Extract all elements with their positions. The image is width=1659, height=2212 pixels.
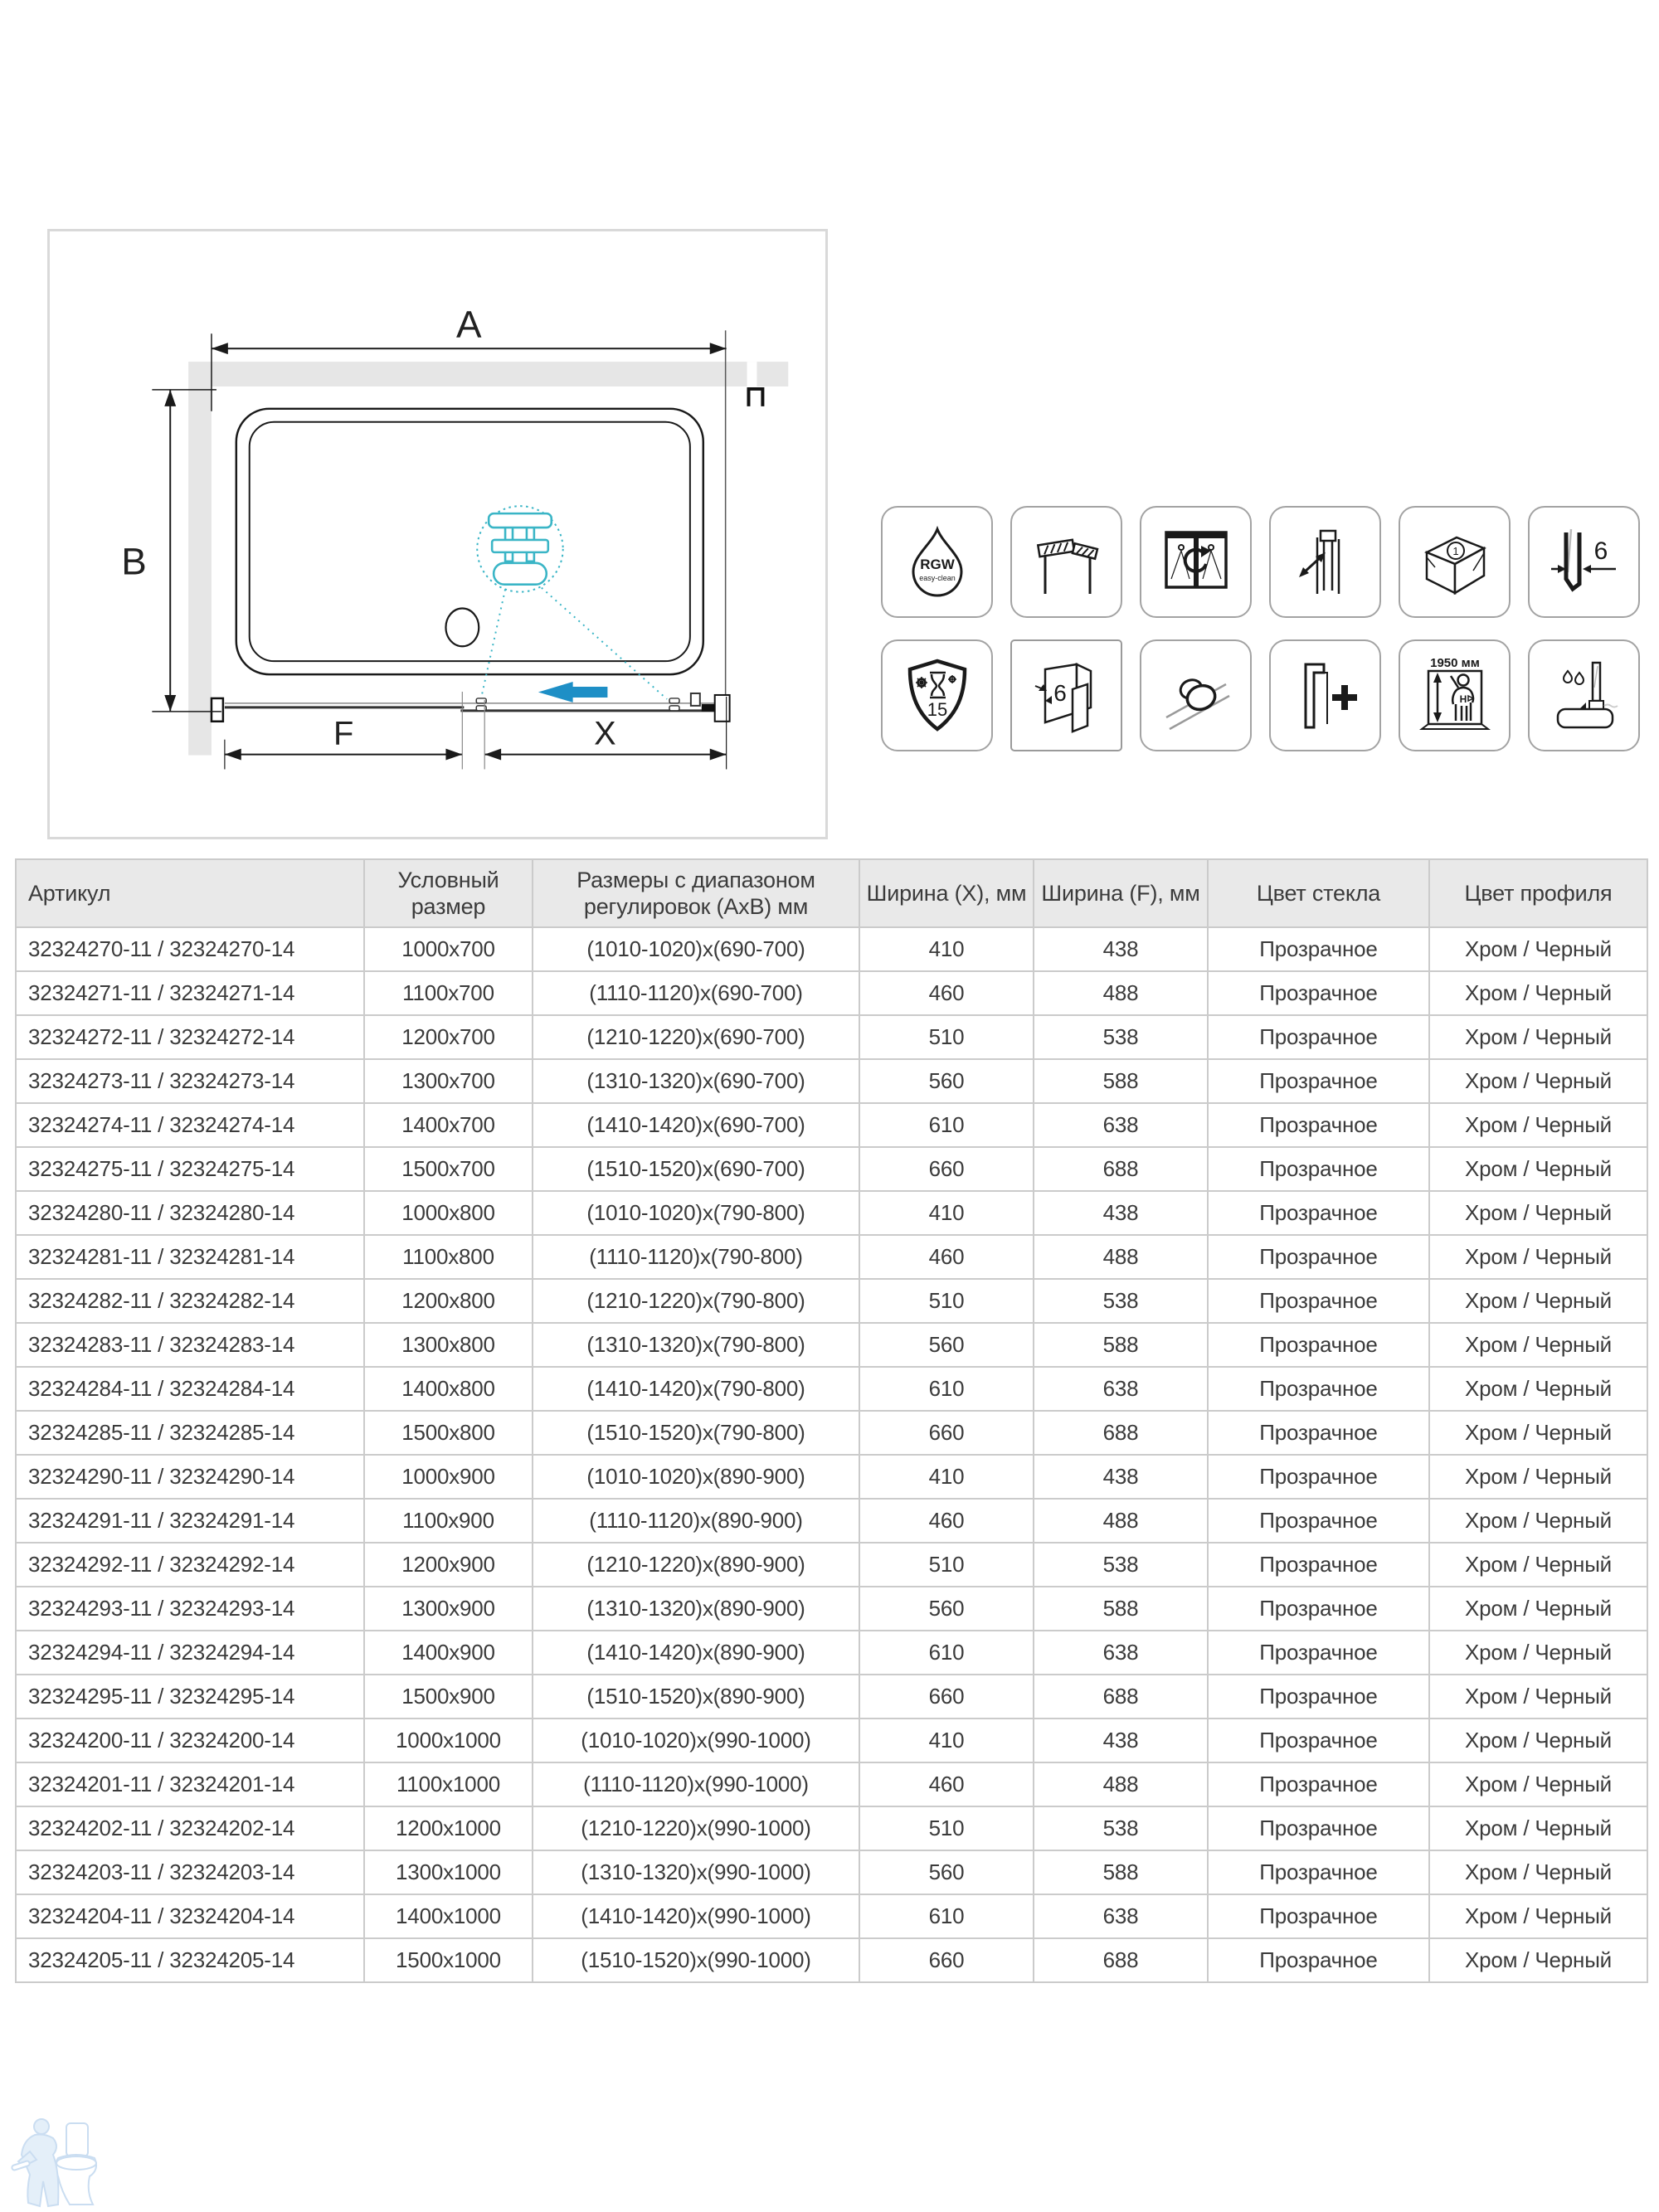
icon-cell-reversible — [1140, 506, 1252, 618]
cell-width_x: 660 — [859, 1147, 1034, 1191]
cell-width_f: 688 — [1034, 1147, 1208, 1191]
profile-extension-icon — [1284, 654, 1367, 737]
table-row — [16, 1235, 1647, 1279]
cell-range: (1510-1520)x(690-700) — [533, 1147, 859, 1191]
cell-range: (1010-1020)x(990-1000) — [533, 1719, 859, 1762]
icon-cell-height — [1399, 639, 1511, 751]
cell-width_x: 510 — [859, 1015, 1034, 1059]
dimension-b-label: B — [121, 540, 147, 583]
warranty-15-icon — [896, 654, 979, 737]
cell-glass: Прозрачное — [1208, 1719, 1429, 1762]
cell-article: 32324292-11 / 32324292-14 — [16, 1543, 364, 1587]
cell-size: 1000x700 — [364, 927, 533, 971]
cell-width_f: 488 — [1034, 971, 1208, 1015]
table-row — [16, 1894, 1647, 1938]
spec-table — [15, 858, 1648, 1983]
cell-article: 32324273-11 / 32324273-14 — [16, 1059, 364, 1103]
cell-width_x: 560 — [859, 1587, 1034, 1631]
cell-article: 32324275-11 / 32324275-14 — [16, 1147, 364, 1191]
table-row — [16, 971, 1647, 1015]
rgw-label: RGW — [919, 556, 955, 572]
cell-glass: Прозрачное — [1208, 927, 1429, 971]
table-row — [16, 1015, 1647, 1059]
cell-range: (1110-1120)x(790-800) — [533, 1235, 859, 1279]
cell-width_x: 410 — [859, 1191, 1034, 1235]
rail-end-bracket — [715, 695, 730, 722]
cell-range: (1410-1420)x(790-800) — [533, 1367, 859, 1411]
panel-thickness-value: 6 — [1053, 679, 1067, 706]
dimension-b-arrow-top — [164, 390, 176, 406]
door-end-cap — [702, 704, 715, 712]
cell-width_f: 488 — [1034, 1762, 1208, 1806]
cell-article: 32324201-11 / 32324201-14 — [16, 1762, 364, 1806]
cell-size: 1200x900 — [364, 1543, 533, 1587]
table-row — [16, 1806, 1647, 1850]
dimension-x-arrow-left — [484, 749, 501, 761]
feature-icons-grid — [881, 506, 1640, 751]
cell-article: 32324295-11 / 32324295-14 — [16, 1675, 364, 1719]
column-header-range: Размеры с диапазоном регулировок (АхВ) мм — [533, 859, 859, 927]
cell-glass: Прозрачное — [1208, 1191, 1429, 1235]
cell-glass: Прозрачное — [1208, 1103, 1429, 1147]
dimension-x-arrow-right — [710, 749, 727, 761]
table-row — [16, 1367, 1647, 1411]
cell-width_x: 560 — [859, 1323, 1034, 1367]
diagram-drawing — [50, 231, 825, 837]
cell-glass: Прозрачное — [1208, 1323, 1429, 1367]
cell-profile: Хром / Черный — [1429, 1279, 1647, 1323]
cell-range: (1010-1020)x(690-700) — [533, 927, 859, 971]
table-row — [16, 1279, 1647, 1323]
icon-cell-adjustable-profile — [1269, 506, 1381, 618]
cell-profile: Хром / Черный — [1429, 1191, 1647, 1235]
cell-size: 1200x700 — [364, 1015, 533, 1059]
cell-profile: Хром / Черный — [1429, 971, 1647, 1015]
cell-article: 32324200-11 / 32324200-14 — [16, 1719, 364, 1762]
cell-width_x: 510 — [859, 1279, 1034, 1323]
cell-profile: Хром / Черный — [1429, 1894, 1647, 1938]
cell-profile: Хром / Черный — [1429, 1103, 1647, 1147]
table-row — [16, 1631, 1647, 1675]
column-header-width-f: Ширина (F), мм — [1034, 859, 1208, 927]
table-row — [16, 1103, 1647, 1147]
spec-table-body — [16, 927, 1647, 1982]
cell-size: 1200x1000 — [364, 1806, 533, 1850]
cell-width_f: 438 — [1034, 1455, 1208, 1499]
cell-size: 1000x800 — [364, 1191, 533, 1235]
top-wall-gap — [747, 362, 757, 386]
warranty-years-label: 15 — [927, 698, 947, 720]
table-row — [16, 1191, 1647, 1235]
dimension-f-label: F — [333, 715, 354, 752]
cell-width_f: 638 — [1034, 1367, 1208, 1411]
cell-glass: Прозрачное — [1208, 971, 1429, 1015]
cell-range: (1210-1220)x(790-800) — [533, 1279, 859, 1323]
cell-article: 32324203-11 / 32324203-14 — [16, 1850, 364, 1894]
cell-profile: Хром / Черный — [1429, 1850, 1647, 1894]
cell-glass: Прозрачное — [1208, 1367, 1429, 1411]
cell-range: (1110-1120)x(690-700) — [533, 971, 859, 1015]
cell-width_f: 538 — [1034, 1279, 1208, 1323]
top-wall — [188, 362, 788, 386]
cell-range: (1510-1520)x(890-900) — [533, 1675, 859, 1719]
cell-glass: Прозрачное — [1208, 1235, 1429, 1279]
cell-glass: Прозрачное — [1208, 1762, 1429, 1806]
rgw-easy-clean-icon — [896, 521, 979, 604]
cell-range: (1210-1220)x(990-1000) — [533, 1806, 859, 1850]
cell-width_f: 538 — [1034, 1806, 1208, 1850]
wall-profile-top-right — [748, 389, 762, 406]
column-header-article: Артикул — [16, 859, 364, 927]
cell-range: (1110-1120)x(990-1000) — [533, 1762, 859, 1806]
cell-glass: Прозрачное — [1208, 1147, 1429, 1191]
cell-size: 1000x900 — [364, 1455, 533, 1499]
cell-article: 32324290-11 / 32324290-14 — [16, 1455, 364, 1499]
cell-size: 1100x800 — [364, 1235, 533, 1279]
cell-range: (1010-1020)x(890-900) — [533, 1455, 859, 1499]
cell-size: 1100x1000 — [364, 1762, 533, 1806]
plumber-watermark — [10, 2115, 130, 2212]
cell-profile: Хром / Черный — [1429, 1762, 1647, 1806]
table-row — [16, 1850, 1647, 1894]
cell-width_f: 588 — [1034, 1059, 1208, 1103]
cell-profile: Хром / Черный — [1429, 1675, 1647, 1719]
cell-width_f: 688 — [1034, 1675, 1208, 1719]
cell-glass: Прозрачное — [1208, 1499, 1429, 1543]
cell-width_x: 460 — [859, 1762, 1034, 1806]
cell-width_x: 510 — [859, 1806, 1034, 1850]
single-package-icon — [1413, 521, 1496, 604]
cell-profile: Хром / Черный — [1429, 1499, 1647, 1543]
adjustable-profile-icon — [1284, 521, 1367, 604]
cell-range: (1210-1220)x(890-900) — [533, 1543, 859, 1587]
cell-width_f: 638 — [1034, 1103, 1208, 1147]
cell-range: (1410-1420)x(890-900) — [533, 1631, 859, 1675]
table-row — [16, 1411, 1647, 1455]
cell-profile: Хром / Черный — [1429, 1587, 1647, 1631]
glass-thickness-value: 6 — [1593, 537, 1608, 565]
cell-article: 32324272-11 / 32324272-14 — [16, 1015, 364, 1059]
cell-profile: Хром / Черный — [1429, 927, 1647, 971]
ceiling-profile-icon — [1025, 521, 1108, 604]
cell-width_f: 488 — [1034, 1499, 1208, 1543]
dimension-a-arrow-left — [212, 343, 228, 354]
table-row — [16, 1455, 1647, 1499]
cell-width_x: 560 — [859, 1850, 1034, 1894]
plumber-watermark-drawing — [10, 2115, 130, 2208]
cell-article: 32324283-11 / 32324283-14 — [16, 1323, 364, 1367]
cell-width_f: 438 — [1034, 1719, 1208, 1762]
cell-width_f: 438 — [1034, 1191, 1208, 1235]
cell-profile: Хром / Черный — [1429, 1015, 1647, 1059]
cell-range: (1310-1320)x(990-1000) — [533, 1850, 859, 1894]
cell-profile: Хром / Черный — [1429, 1147, 1647, 1191]
cell-width_f: 588 — [1034, 1850, 1208, 1894]
easy-clean-label: easy-clean — [918, 573, 956, 582]
cell-size: 1000x1000 — [364, 1719, 533, 1762]
cell-width_x: 610 — [859, 1894, 1034, 1938]
cell-size: 1400x900 — [364, 1631, 533, 1675]
cell-width_x: 510 — [859, 1543, 1034, 1587]
cell-article: 32324285-11 / 32324285-14 — [16, 1411, 364, 1455]
cell-size: 1400x800 — [364, 1367, 533, 1411]
roller-detail-drawing — [489, 513, 552, 585]
icon-cell-fixed-panel — [1010, 639, 1122, 751]
cell-width_f: 588 — [1034, 1323, 1208, 1367]
fixed-panel-6mm-icon — [1025, 654, 1108, 737]
cell-article: 32324284-11 / 32324284-14 — [16, 1367, 364, 1411]
cell-glass: Прозрачное — [1208, 1279, 1429, 1323]
door-handle — [691, 693, 700, 706]
cell-width_x: 460 — [859, 971, 1034, 1015]
cell-size: 1500x900 — [364, 1675, 533, 1719]
cell-glass: Прозрачное — [1208, 1455, 1429, 1499]
cell-width_x: 460 — [859, 1235, 1034, 1279]
cell-glass: Прозрачное — [1208, 1894, 1429, 1938]
cell-profile: Хром / Черный — [1429, 1059, 1647, 1103]
cell-range: (1310-1320)x(790-800) — [533, 1323, 859, 1367]
cell-width_x: 610 — [859, 1631, 1034, 1675]
glass-thickness-6mm-icon — [1543, 521, 1626, 604]
cell-width_f: 488 — [1034, 1235, 1208, 1279]
cell-width_x: 660 — [859, 1938, 1034, 1982]
cell-glass: Прозрачное — [1208, 1543, 1429, 1587]
table-row — [16, 927, 1647, 971]
cell-width_f: 538 — [1034, 1015, 1208, 1059]
table-row — [16, 1587, 1647, 1631]
cell-range: (1010-1020)x(790-800) — [533, 1191, 859, 1235]
cell-range: (1310-1320)x(690-700) — [533, 1059, 859, 1103]
cell-glass: Прозрачное — [1208, 1631, 1429, 1675]
cell-width_x: 610 — [859, 1103, 1034, 1147]
cell-width_f: 588 — [1034, 1587, 1208, 1631]
dimension-a-label: A — [456, 303, 482, 346]
cell-profile: Хром / Черный — [1429, 1235, 1647, 1279]
cell-width_x: 560 — [859, 1059, 1034, 1103]
column-header-profile: Цвет профиля — [1429, 859, 1647, 927]
dimension-b-arrow-bottom — [164, 695, 176, 712]
dimension-f-arrow-left — [225, 749, 241, 761]
icon-cell-glass-thickness — [1528, 506, 1640, 618]
cell-size: 1400x700 — [364, 1103, 533, 1147]
cell-article: 32324202-11 / 32324202-14 — [16, 1806, 364, 1850]
icon-cell-roller — [1140, 639, 1252, 751]
column-header-width-x: Ширина (X), мм — [859, 859, 1034, 927]
cell-profile: Хром / Черный — [1429, 1938, 1647, 1982]
cell-glass: Прозрачное — [1208, 1675, 1429, 1719]
roller-mechanism-icon — [1155, 654, 1238, 737]
cell-width_f: 438 — [1034, 927, 1208, 971]
cell-glass: Прозрачное — [1208, 1015, 1429, 1059]
height-chest-label: H — [1459, 693, 1467, 705]
cell-width_x: 410 — [859, 1719, 1034, 1762]
cell-width_f: 688 — [1034, 1938, 1208, 1982]
cell-article: 32324280-11 / 32324280-14 — [16, 1191, 364, 1235]
cell-width_x: 410 — [859, 927, 1034, 971]
cell-range: (1110-1120)x(890-900) — [533, 1499, 859, 1543]
cell-article: 32324270-11 / 32324270-14 — [16, 927, 364, 971]
cell-size: 1500x800 — [364, 1411, 533, 1455]
cell-size: 1100x700 — [364, 971, 533, 1015]
spec-table-header — [16, 859, 1647, 927]
table-row — [16, 1938, 1647, 1982]
cell-width_f: 688 — [1034, 1411, 1208, 1455]
shower-enclosure-diagram — [47, 229, 828, 839]
icon-cell-warranty — [881, 639, 993, 751]
dimension-a-arrow-right — [710, 343, 727, 354]
cell-size: 1400x1000 — [364, 1894, 533, 1938]
cell-glass: Прозрачное — [1208, 1806, 1429, 1850]
cell-profile: Хром / Черный — [1429, 1455, 1647, 1499]
table-row — [16, 1499, 1647, 1543]
water-protection-icon — [1543, 654, 1626, 737]
cell-range: (1510-1520)x(790-800) — [533, 1411, 859, 1455]
cell-glass: Прозрачное — [1208, 1938, 1429, 1982]
cell-range: (1410-1420)x(690-700) — [533, 1103, 859, 1147]
door-rollers — [476, 698, 679, 711]
cell-glass: Прозрачное — [1208, 1850, 1429, 1894]
cell-size: 1200x800 — [364, 1279, 533, 1323]
column-header-size: Условный размер — [364, 859, 533, 927]
package-count-label: 1 — [1452, 544, 1459, 557]
cell-profile: Хром / Черный — [1429, 1631, 1647, 1675]
cell-width_x: 460 — [859, 1499, 1034, 1543]
cell-article: 32324282-11 / 32324282-14 — [16, 1279, 364, 1323]
cell-size: 1500x1000 — [364, 1938, 533, 1982]
reversible-installation-icon — [1155, 521, 1238, 604]
plus-sign — [1332, 685, 1357, 710]
cell-width_f: 538 — [1034, 1543, 1208, 1587]
dimension-f-arrow-right — [445, 749, 462, 761]
icon-cell-profile-extension — [1269, 639, 1381, 751]
cell-range: (1510-1520)x(990-1000) — [533, 1938, 859, 1982]
column-header-glass: Цвет стекла — [1208, 859, 1429, 927]
table-row — [16, 1543, 1647, 1587]
cell-range: (1410-1420)x(990-1000) — [533, 1894, 859, 1938]
cell-glass: Прозрачное — [1208, 1587, 1429, 1631]
cell-range: (1210-1220)x(690-700) — [533, 1015, 859, 1059]
cell-article: 32324205-11 / 32324205-14 — [16, 1938, 364, 1982]
cell-width_x: 660 — [859, 1411, 1034, 1455]
cell-size: 1300x1000 — [364, 1850, 533, 1894]
cell-profile: Хром / Черный — [1429, 1367, 1647, 1411]
height-1950mm-icon — [1412, 653, 1498, 739]
cell-article: 32324293-11 / 32324293-14 — [16, 1587, 364, 1631]
icon-cell-single-package — [1399, 506, 1511, 618]
cell-profile: Хром / Черный — [1429, 1806, 1647, 1850]
slide-direction-arrow — [538, 682, 608, 702]
cell-width_x: 610 — [859, 1367, 1034, 1411]
shower-tray-outer — [236, 409, 703, 674]
table-row — [16, 1059, 1647, 1103]
cell-profile: Хром / Черный — [1429, 1543, 1647, 1587]
table-row — [16, 1323, 1647, 1367]
dimension-x-label: X — [594, 715, 616, 752]
table-row — [16, 1762, 1647, 1806]
cell-range: (1310-1320)x(890-900) — [533, 1587, 859, 1631]
cell-width_x: 660 — [859, 1675, 1034, 1719]
cell-profile: Хром / Черный — [1429, 1719, 1647, 1762]
cell-size: 1300x700 — [364, 1059, 533, 1103]
left-wall — [188, 386, 212, 756]
cell-profile: Хром / Черный — [1429, 1411, 1647, 1455]
table-row — [16, 1719, 1647, 1762]
icon-cell-ceiling-profile — [1010, 506, 1122, 618]
cell-article: 32324274-11 / 32324274-14 — [16, 1103, 364, 1147]
cell-glass: Прозрачное — [1208, 1411, 1429, 1455]
cell-width_f: 638 — [1034, 1631, 1208, 1675]
table-row — [16, 1675, 1647, 1719]
cell-width_x: 410 — [859, 1455, 1034, 1499]
height-value-label: 1950 мм — [1429, 655, 1480, 670]
cell-size: 1500x700 — [364, 1147, 533, 1191]
wall-profile-bottom-left — [212, 698, 223, 722]
cell-article: 32324271-11 / 32324271-14 — [16, 971, 364, 1015]
cell-width_f: 638 — [1034, 1894, 1208, 1938]
icon-cell-easy-clean — [881, 506, 993, 618]
cell-article: 32324291-11 / 32324291-14 — [16, 1499, 364, 1543]
cell-size: 1300x900 — [364, 1587, 533, 1631]
cell-article: 32324204-11 / 32324204-14 — [16, 1894, 364, 1938]
table-row — [16, 1147, 1647, 1191]
cell-article: 32324281-11 / 32324281-14 — [16, 1235, 364, 1279]
icon-cell-water-protection — [1528, 639, 1640, 751]
cell-size: 1100x900 — [364, 1499, 533, 1543]
cell-profile: Хром / Черный — [1429, 1323, 1647, 1367]
cell-article: 32324294-11 / 32324294-14 — [16, 1631, 364, 1675]
cell-glass: Прозрачное — [1208, 1059, 1429, 1103]
cell-size: 1300x800 — [364, 1323, 533, 1367]
